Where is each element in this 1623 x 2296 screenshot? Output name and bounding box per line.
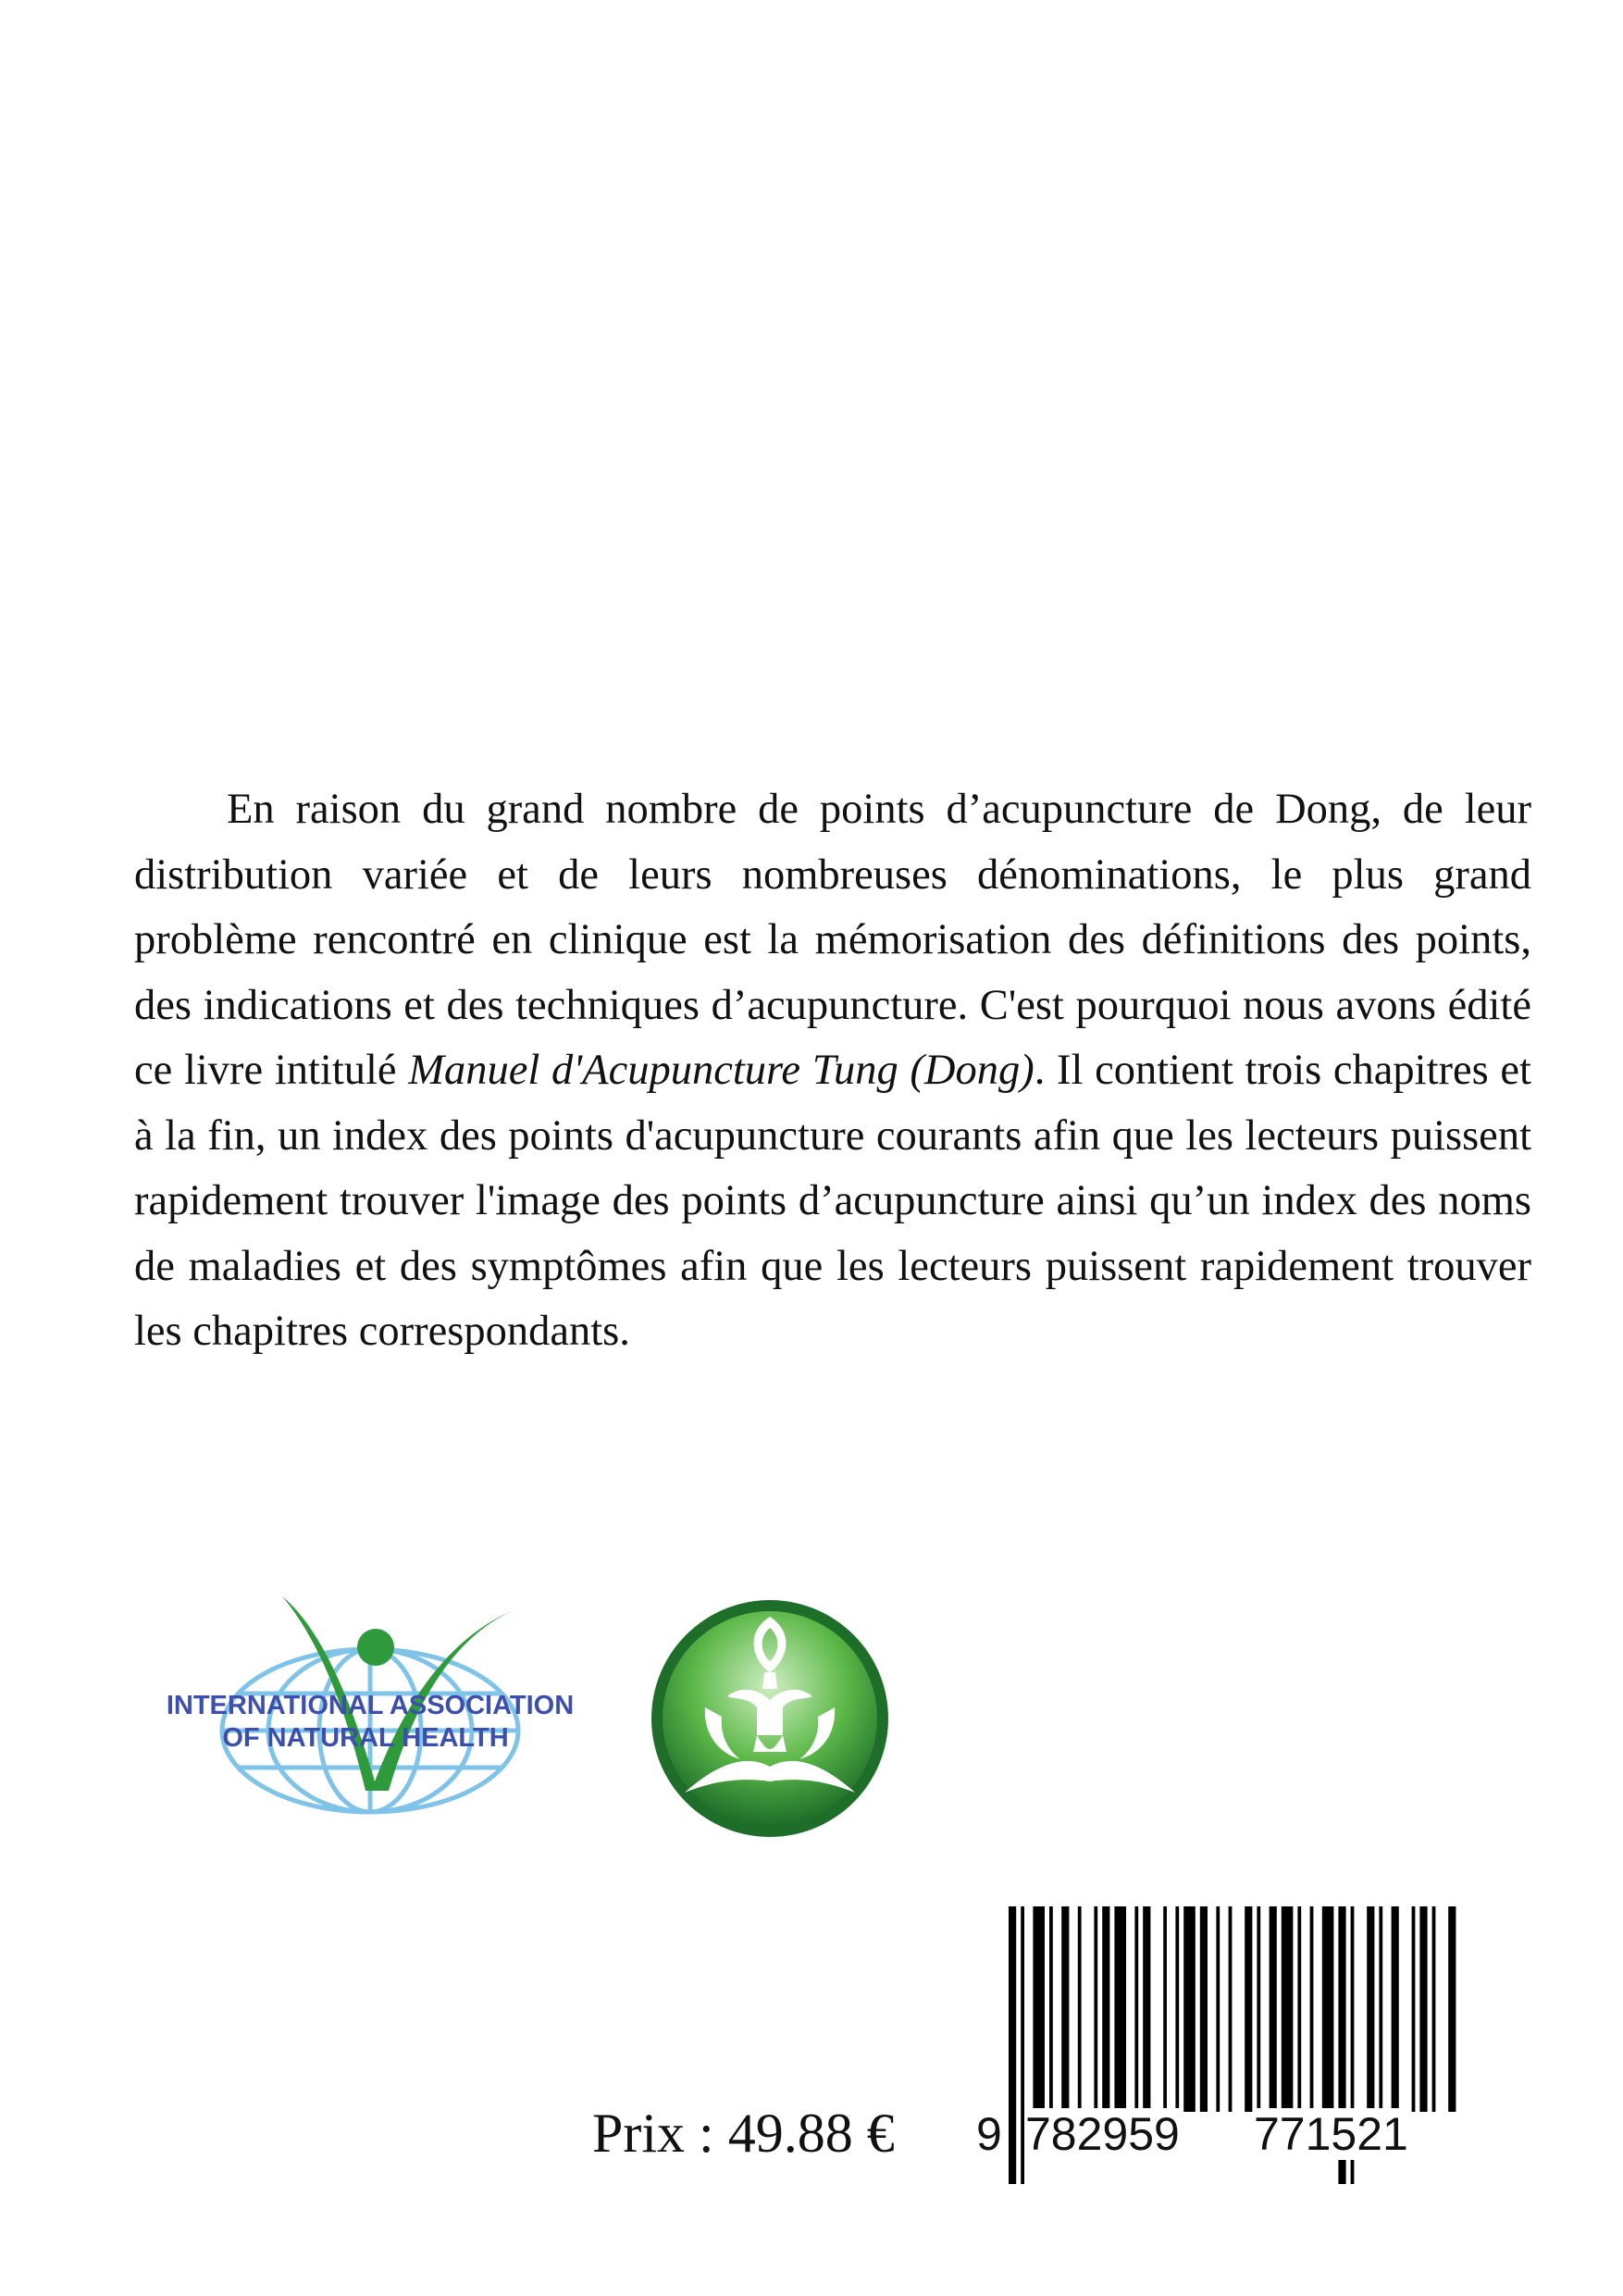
barcode-bar [1412,1906,1416,2112]
barcode-digits-left: 782959 [1025,2108,1180,2160]
barcode-bar [1379,1906,1382,2112]
price-label: Prix : 49.88 € [592,2103,895,2164]
blurb-text-end: . Il contient trois chapitres et à la fin, un index des points d'acupuncture courants afin que les lecteurs puissent rapidement trouver l'image des points d’acupuncture ainsi qu’un index des noms de maladies et des symptômes afin que les lecteurs puissent rapidement trouver les chapitres correspondants. [134,1047,1531,1355]
barcode-bar [1229,1906,1233,2112]
barcode-bar [1297,1906,1301,2112]
barcode-bar [1310,1906,1314,2112]
back-cover-blurb [134,777,1531,1365]
barcode-bar [1163,1906,1167,2112]
barcode-bar [1257,1906,1260,2112]
ianh-logo [166,1592,575,1823]
barcode-bar [1448,1906,1456,2112]
barcode-bar [1114,1906,1126,2112]
barcode-digits-right: 771521 [1254,2108,1408,2160]
barcode-bar [1102,1906,1109,2112]
barcode-bar [1134,1906,1138,2112]
barcode-bar [1078,1906,1082,2112]
barcode-bar [1061,1906,1069,2112]
barcode-bar [1021,1906,1024,2184]
barcode-bar [1392,1906,1399,2112]
barcode-bar [1033,1906,1045,2112]
barcode-bar [1367,1906,1374,2112]
meditation-logo [648,1596,893,1842]
barcode-bar [1270,1906,1277,2112]
barcode-bar [1282,1906,1294,2112]
barcode-bar [1049,1906,1053,2112]
barcode-bar [1009,1906,1016,2184]
barcode-bar [1322,1906,1334,2112]
barcode-bar [1175,1906,1179,2112]
barcode-bar [1245,1906,1252,2112]
barcode-bar [1143,1906,1150,2112]
blurb-text-start: En raison du grand nombre de points d’acupuncture de Dong, de leur distribution variée et de leurs nombreuses dénominations, le plus grand problème rencontré en clinique est la mémorisation des définitions des points, des indications et des techniques d’acupuncture. C'est pourquoi nous avons édité ce livre intitulé [134,786,1531,1094]
book-title: Manuel d'Acupuncture Tung (Dong) [408,1047,1035,1094]
barcode-bar [1183,1906,1196,2112]
ianh-logo-text-line2: OF NATURAL HEALTH [222,1723,509,1753]
barcode-bar [1216,1906,1220,2112]
barcode-bar [1200,1906,1208,2112]
barcode-bar [1419,1906,1427,2112]
ianh-logo-text-line1: INTERNATIONAL ASSOCIATION [166,1691,575,1720]
barcode-bar [1432,1906,1436,2112]
barcode-digit-first: 9 [976,2108,1002,2160]
barcode-bar [1094,1906,1097,2112]
